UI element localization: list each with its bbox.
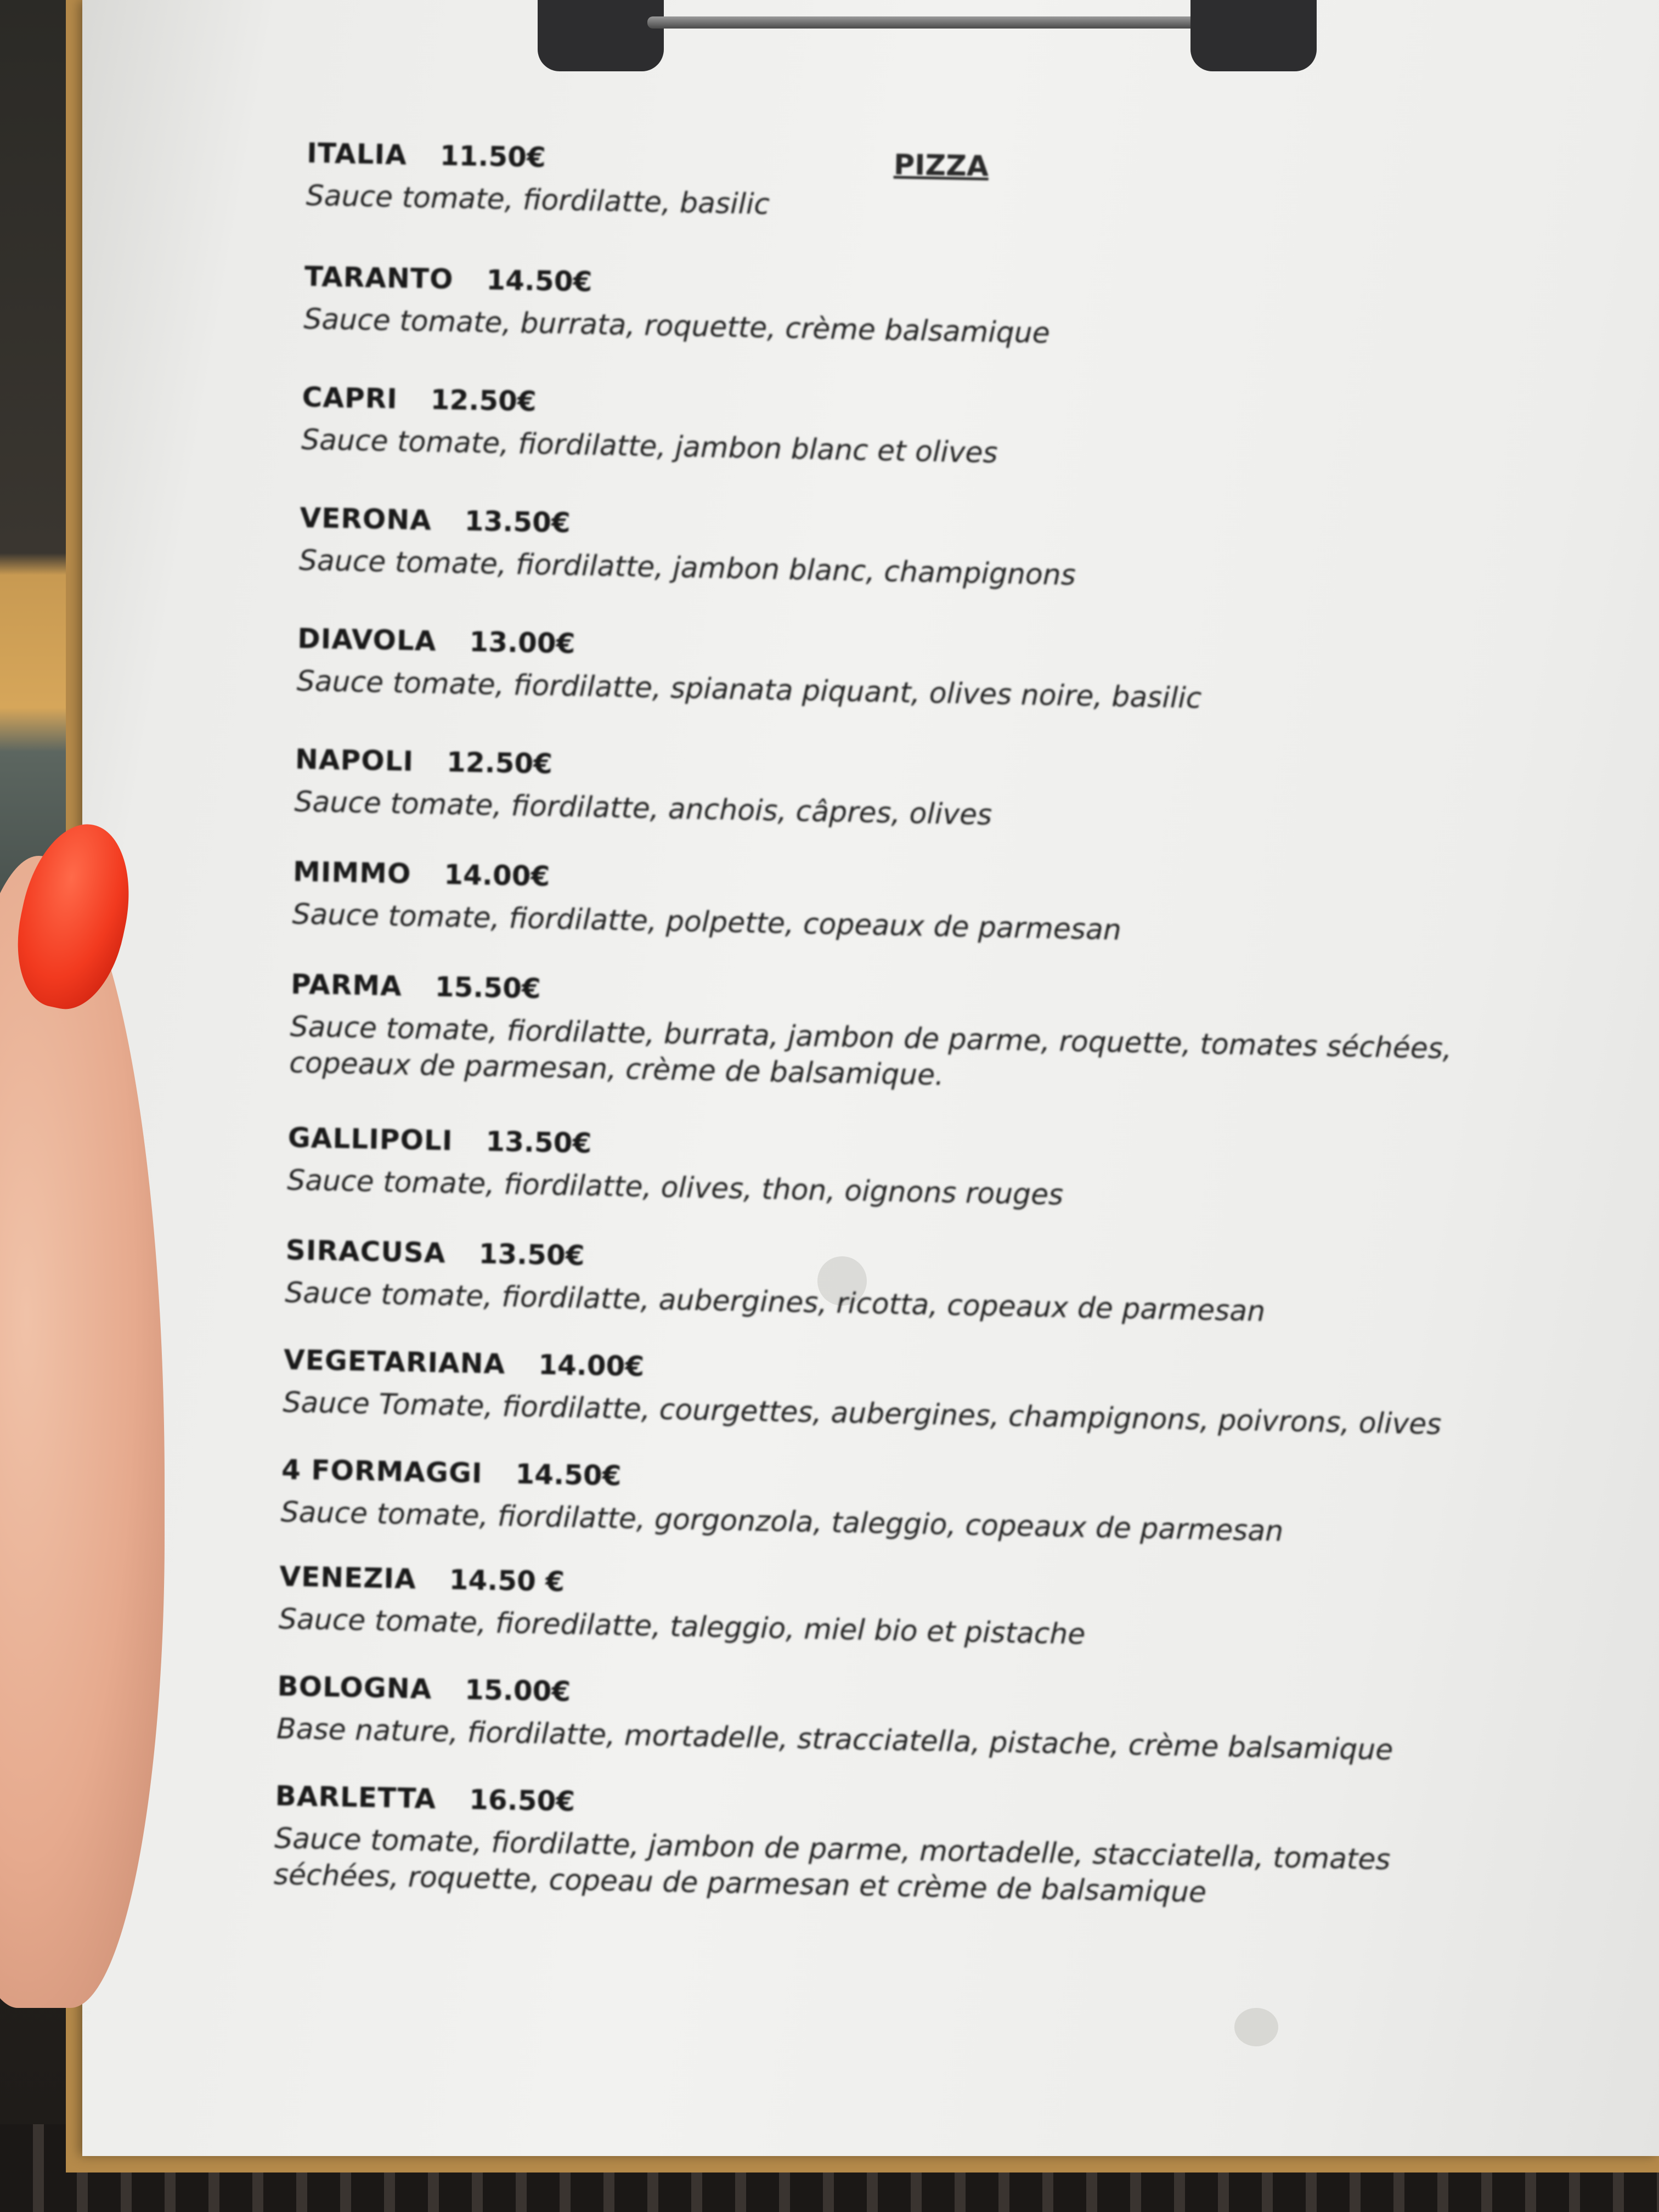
- item-price: 14.00€: [538, 1348, 645, 1383]
- item-price: 13.00€: [469, 625, 575, 660]
- item-description: Sauce tomate, fiordilatte, jambon blanc et olives: [301, 423, 998, 470]
- item-name: NAPOLI: [295, 743, 414, 777]
- item-description: Sauce tomate, fiordilatte, polpette, copeaux de parmesan: [292, 898, 1122, 947]
- clipboard-clip: [538, 0, 1317, 71]
- item-description: Sauce tomate, fioredilatte, taleggio, miel bio et pistache: [278, 1602, 1086, 1651]
- item-description: Sauce tomate, fiordilatte, olives, thon, oignons rouges: [286, 1164, 1064, 1212]
- item-price: 14.50€: [515, 1458, 622, 1492]
- item-name: BOLOGNA: [277, 1670, 432, 1705]
- item-name: VENEZIA: [279, 1560, 417, 1595]
- item-price: 11.50€: [439, 139, 546, 174]
- item-name: DIAVOLA: [297, 622, 437, 657]
- item-price: 12.50€: [430, 383, 537, 418]
- item-price: 13.50€: [478, 1238, 585, 1272]
- item-description: Sauce tomate, burrata, roquette, crème balsamique: [303, 302, 1051, 351]
- item-name: BARLETTA: [275, 1780, 437, 1815]
- item-description: Sauce tomate, fiordilatte, gorgonzola, taleggio, copeaux de parmesan: [280, 1496, 1284, 1548]
- item-description: Sauce tomate, fiordilatte, spianata piquant, olives noire, basilic: [296, 664, 1202, 715]
- clip-wire: [647, 16, 1207, 29]
- item-description: Sauce tomate, fiordilatte, burrata, jambon de parme, roquette, tomates séchées, copeaux de parmesan, crème de balsamique.: [289, 1010, 1452, 1092]
- section-title: PIZZA: [893, 148, 989, 183]
- paper-stain: [1234, 2008, 1278, 2046]
- item-description: Sauce tomate, fiordilatte, aubergines, ricotta, copeaux de parmesan: [284, 1276, 1266, 1328]
- menu-item: [289, 968, 1498, 1104]
- item-price: 16.50€: [469, 1784, 575, 1818]
- item-description: Base nature, fiordilatte, mortadelle, stracciatella, pistache, crème balsamique: [276, 1712, 1393, 1767]
- item-name: CAPRI: [302, 381, 398, 415]
- item-price: 15.00€: [464, 1674, 571, 1708]
- item-name: TARANTO: [304, 260, 454, 296]
- item-price: 15.50€: [435, 970, 541, 1005]
- clip-right-grip: [1190, 0, 1317, 71]
- clip-left-grip: [538, 0, 664, 71]
- item-name: VERONA: [299, 501, 432, 537]
- item-description: Sauce tomate, fiordilatte, jambon de parme, mortadelle, stacciatella, tomates séchées, roquette, copeau de parmesan et crème de balsamique: [273, 1822, 1391, 1910]
- item-name: MIMMO: [292, 855, 412, 890]
- item-description: Sauce tomate, fiordilatte, jambon blanc, champignons: [298, 544, 1076, 592]
- item-price: 14.50€: [486, 264, 592, 298]
- item-name: PARMA: [290, 968, 403, 1002]
- item-price: 12.50€: [446, 746, 553, 780]
- item-name: SIRACUSA: [285, 1234, 447, 1269]
- item-price: 14.00€: [443, 859, 550, 893]
- item-name: VEGETARIANA: [283, 1344, 506, 1380]
- item-price: 14.50 €: [449, 1564, 565, 1598]
- item-name: 4 FORMAGGI: [281, 1453, 483, 1489]
- item-description: Sauce tomate, fiordilatte, anchois, câpres, olives: [294, 785, 992, 832]
- menu-item: [273, 1780, 1482, 1916]
- item-price: 13.50€: [464, 505, 571, 539]
- item-name: ITALIA: [306, 137, 408, 171]
- item-name: GALLIPOLI: [287, 1121, 453, 1157]
- item-description: Sauce tomate, fiordilatte, basilic: [306, 179, 770, 222]
- item-price: 13.50€: [485, 1125, 592, 1160]
- item-description: Sauce Tomate, fiordilatte, courgettes, aubergines, champignons, poivrons, olives: [282, 1386, 1442, 1442]
